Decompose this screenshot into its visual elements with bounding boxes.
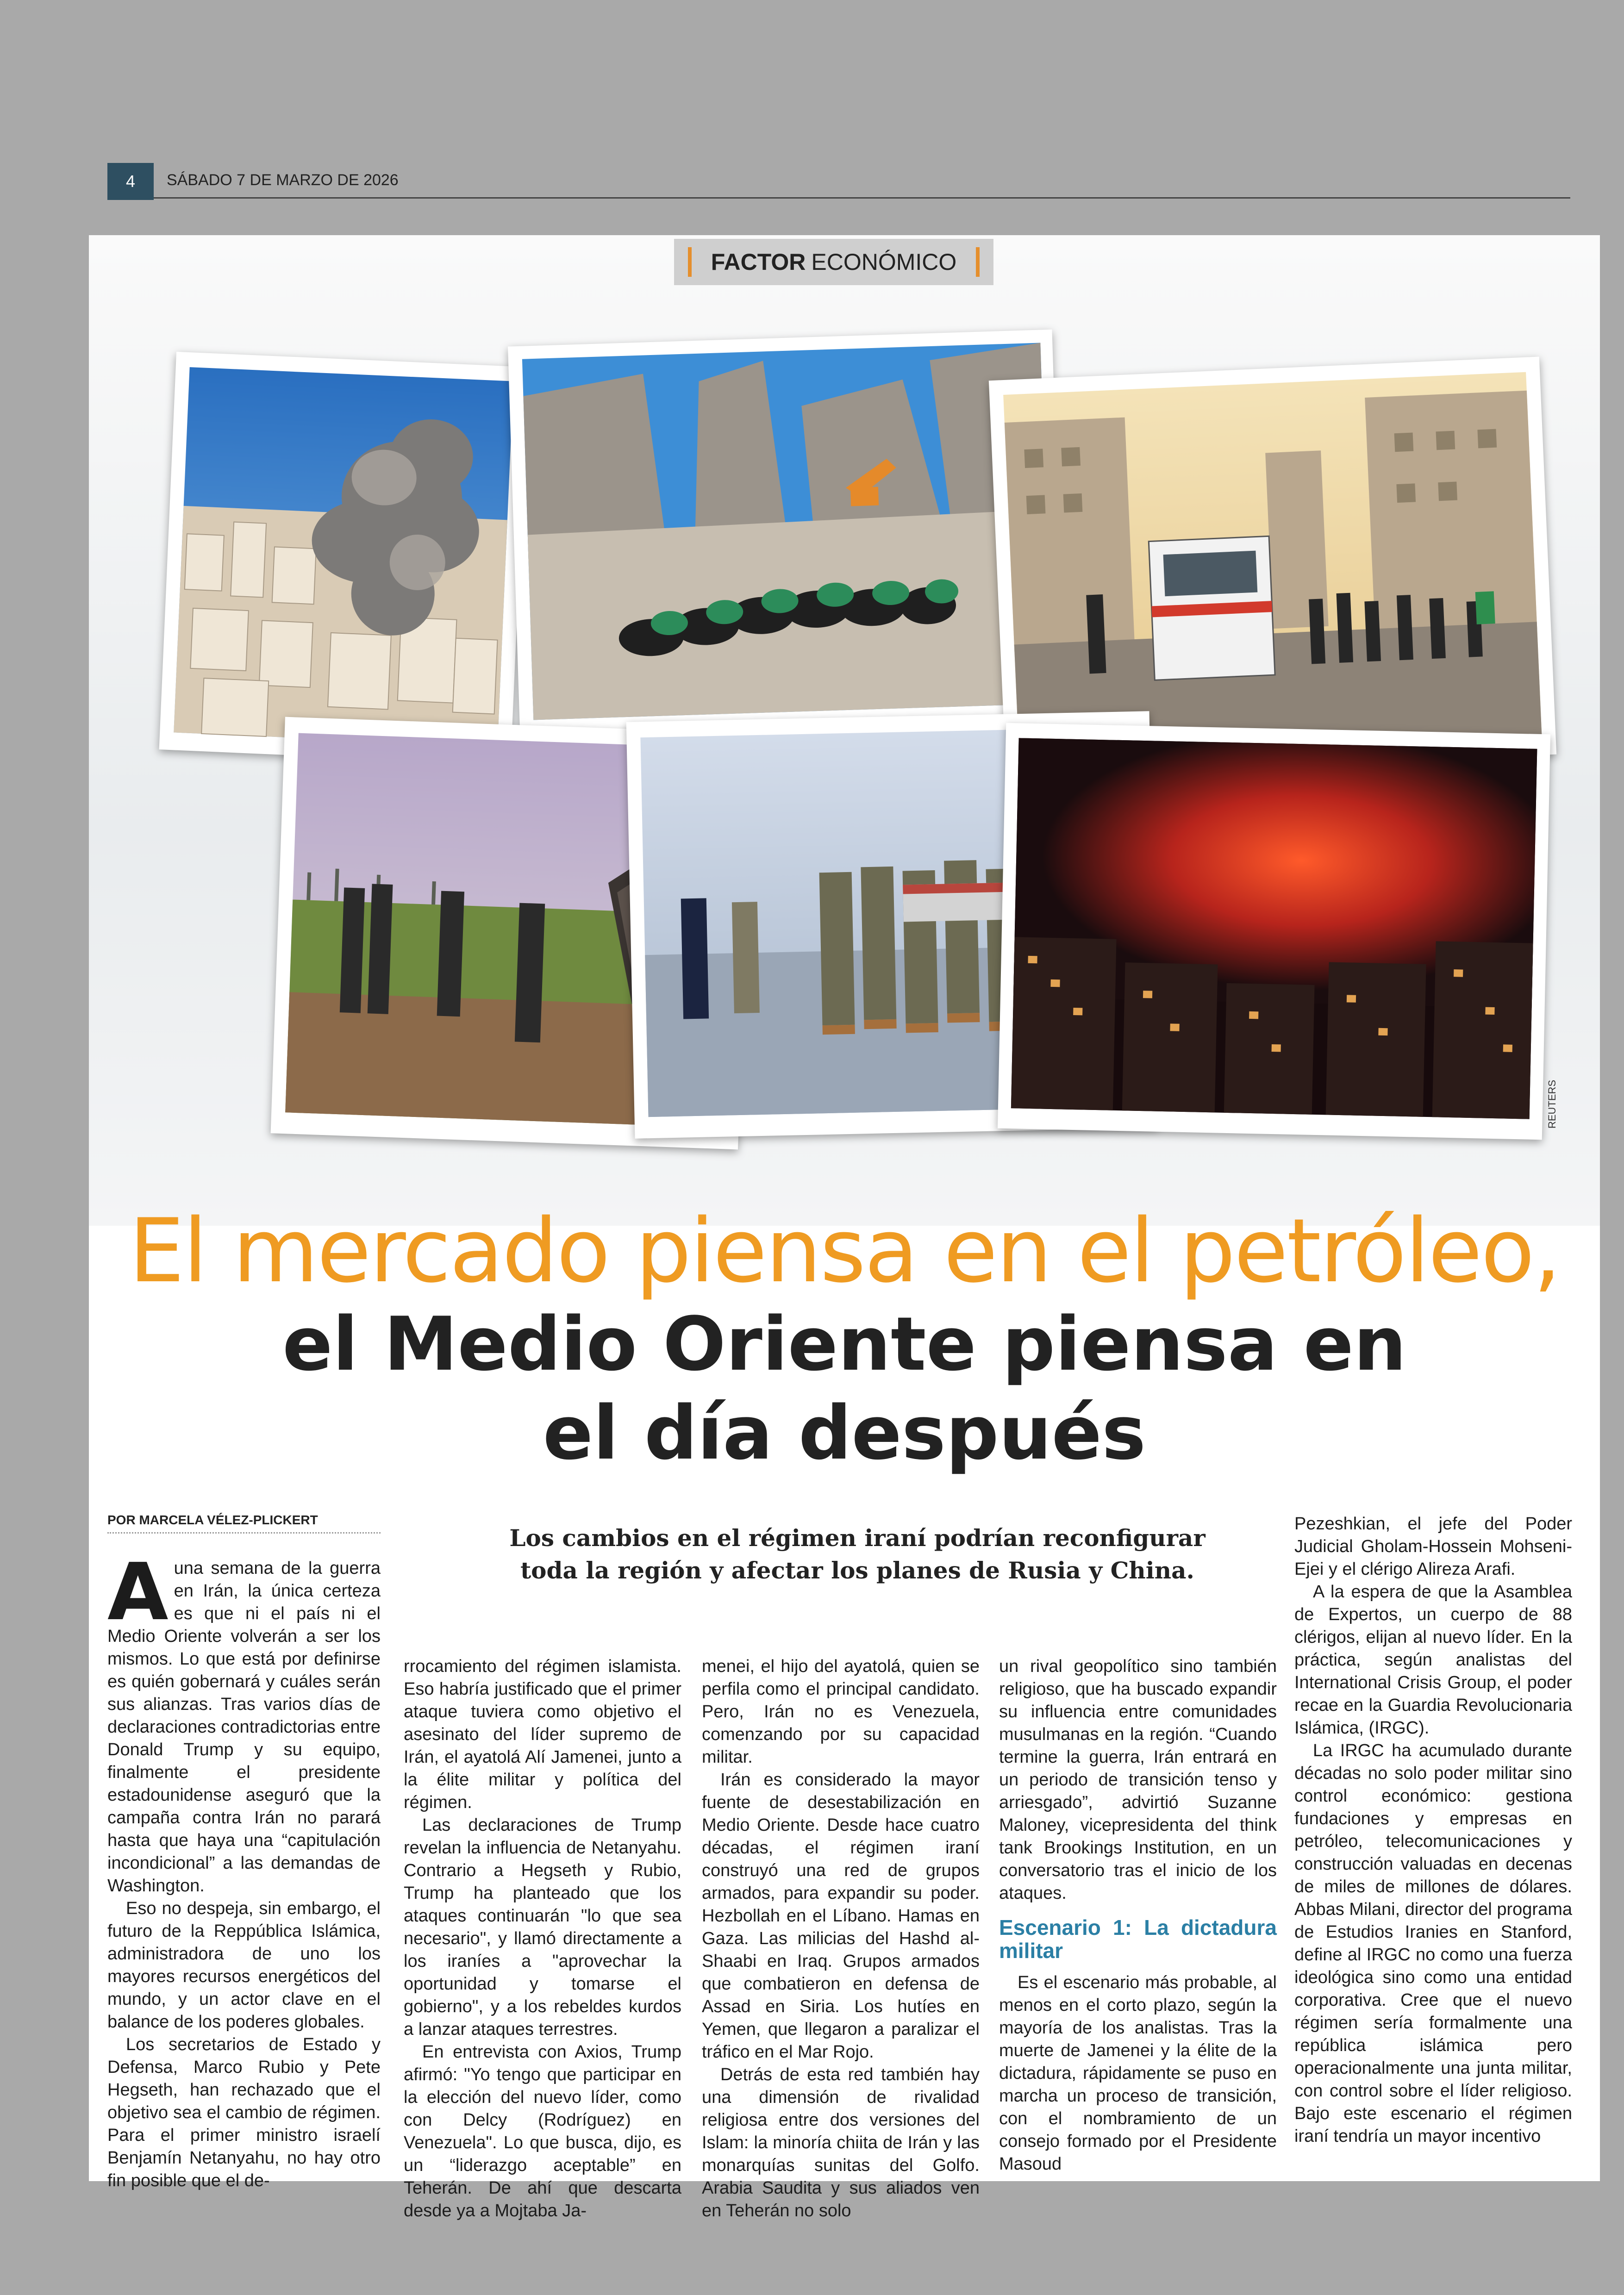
paragraph: Irán es considerado la mayor fuente de desestabilización en Medio Oriente. Desde hace cuatro décadas, el régimen iraní construyó una red de grupos armados, para expandir su poder. Hezbollah en el Líbano. Hamas en Gaza. Las milicias del Hashd al-Shaabi en Iraq. Grupos armados que combatieron en defensa de Assad en Siria. Los hutíes en Yemen, que llegaron a paralizar el tráfico en el Mar Rojo.	[702, 1770, 980, 2062]
article-column-4	[999, 1655, 1277, 2176]
photo-night-fire	[998, 723, 1550, 1140]
paragraph: menei, el hijo del ayatolá, quien se perfila como el principal candidato. Pero, Irán no es Venezuela, comenzando por su capacidad militar.	[702, 1657, 980, 1767]
paragraph: La IRGC ha acumulado durante décadas no solo poder militar sino control económico: gestiona fundaciones y empresas en petróleo, telecomunicaciones y construcción valuadas en decenas de miles de millones de dólares. Abbas Milani, director del programa de Estudios Iranies en Stanford, define al IRGC no como una fuerza ideológica sino como una entidad corporativa. Cree que el nuevo régimen sería formalmente una república islámica pero operacionalmente una junta militar, con control sobre el líder religioso. Bajo este escenario el régimen iraní tendría un mayor incentivo	[1294, 1741, 1572, 2146]
paragraph: Detrás de esta red también hay una dimensión de rivalidad religiosa entre dos versiones del Islam: la minoría chiita de Irán y las monarquías sunitas del Golfo. Arabia Saudita y sus aliados ven en Teherán no solo	[702, 2065, 980, 2220]
section-label-light: ECONÓMICO	[811, 249, 957, 275]
article-column-2	[404, 1655, 681, 2222]
subheading: Escenario 1: La dictadura militar	[999, 1915, 1277, 1963]
subtitle-line-1: Los cambios en el régimen iraní podrían reconfigurar	[509, 1524, 1206, 1552]
page-header	[107, 163, 1570, 200]
paragraph: Auna semana de la guerra en Irán, la única certeza es que ni el país ni el Medio Oriente volverán a ser los mismos. Lo que está por definirse es quién gobernará y cuáles serán sus alianzas. Tras varios días de declaraciones contradictorias entre Donald Trump y su equipo, finalmente el presidente estadounidense aseguró que la campaña contra Irán no parará hasta que haya una “capitulación incondicional” a las demandas de Washington.	[107, 1547, 381, 1896]
article-panel	[89, 235, 1600, 2220]
headline-primary: El mercado piensa en el petróleo,	[129, 1200, 1560, 1302]
section-label	[674, 239, 993, 285]
drop-cap: A	[107, 1547, 169, 1638]
paragraph: Eso no despeja, sin embargo, el futuro de la Reppública Islámica, administradora de uno los mayores recursos energéticos del mundo, y un actor clave en el balance de los poderes globales.	[107, 1899, 381, 2032]
photo-night-fire-image	[1011, 738, 1537, 1119]
headline-secondary	[89, 1300, 1600, 1478]
article-column-3	[702, 1655, 980, 2222]
paragraph: Pezeshkian, el jefe del Poder Judicial Gholam-Hossein Mohseni-Ejei y el clérigo Alireza Arafi.	[1294, 1514, 1572, 1579]
paragraph: En entrevista con Axios, Trump afirmó: "Yo tengo que participar en la elección del nuevo líder, como con Delcy (Rodríguez) en Venezuela". Lo que busca, dijo, es un “liderazgo aceptable” en Teherán. De ahí que descarta desde ya a Mojtaba Ja-	[404, 2042, 681, 2220]
subtitle	[496, 1522, 1218, 1587]
photo-prayers-rubble-image	[522, 343, 1052, 720]
subtitle-line-2: toda la región y afectar los planes de Rusia y China.	[520, 1557, 1194, 1584]
article-column-1	[107, 1547, 381, 2192]
photo-airstrike-smoke	[159, 352, 528, 765]
paragraph: un rival geopolítico sino también religioso, que ha buscado expandir su influencia entre comunidades musulmanas en la región. “Cuando termine la guerra, Irán entrará en un periodo de transición tenso y arriesgado”, advirtió Suzanne Maloney, vicepresidenta del think tank Brookings Institution, en un conversatorio tras el inicio de los ataques.	[999, 1657, 1277, 1903]
paragraph: Los secretarios de Estado y Defensa, Marco Rubio y Pete Hegseth, han rechazado que el objetivo sea el cambio de régimen. Para el primer ministro israelí Benjamín Netanyahu, no hay otro fin posible que el de-	[107, 2035, 381, 2190]
photo-credit: REUTERS	[1546, 1079, 1558, 1129]
photo-prayers-rubble	[508, 330, 1064, 738]
photo-ambulance-street-image	[1003, 372, 1542, 761]
headline-secondary-line-1: el Medio Oriente piensa en	[282, 1301, 1406, 1387]
header-rule	[154, 197, 1570, 199]
paragraph: Las declaraciones de Trump revelan la influencia de Netanyahu. Contrario a Hegseth y Rubio, Trump ha planteado que los ataques continuarán "lo que sea necesario", y llamó directamente a los iraníes a "aprovechar la oportunidad y tomarse el gobierno", y a los rebeldes kurdos a lanzar ataques terrestres.	[404, 1815, 681, 2039]
headline-secondary-line-2: el día después	[543, 1390, 1146, 1476]
issue-date: SÁBADO 7 DE MARZO DE 2026	[167, 171, 399, 189]
byline: POR MARCELA VÉLEZ-PLICKERT	[107, 1513, 381, 1534]
page-number: 4	[107, 163, 154, 200]
paragraph: rrocamiento del régimen islamista. Eso habría justificado que el primer ataque tuviera como objetivo el asesinato del líder supremo de Irán, el ayatolá Alí Jamenei, junto a la élite militar y política del régimen.	[404, 1657, 681, 1812]
paragraph: A la espera de que la Asamblea de Expertos, un cuerpo de 88 clérigos, elijan al nuevo líder. En la práctica, según analistas del International Crisis Group, el poder recae en la Guardia Revolucionaria Islámica, (IRGC).	[1294, 1582, 1572, 1738]
section-label-bold: FACTOR	[711, 249, 806, 275]
photo-airstrike-smoke-image	[174, 367, 513, 747]
paragraph: Es el escenario más probable, al menos en el corto plazo, según la mayoría de los analistas. Tras la muerte de Jamenei y la élite de la dictadura, rápidamente se puso en marcha un proceso de transición, con el nombramiento de un consejo formado por el Presidente Masoud	[999, 1973, 1277, 2174]
article-column-5	[1294, 1513, 1572, 2148]
